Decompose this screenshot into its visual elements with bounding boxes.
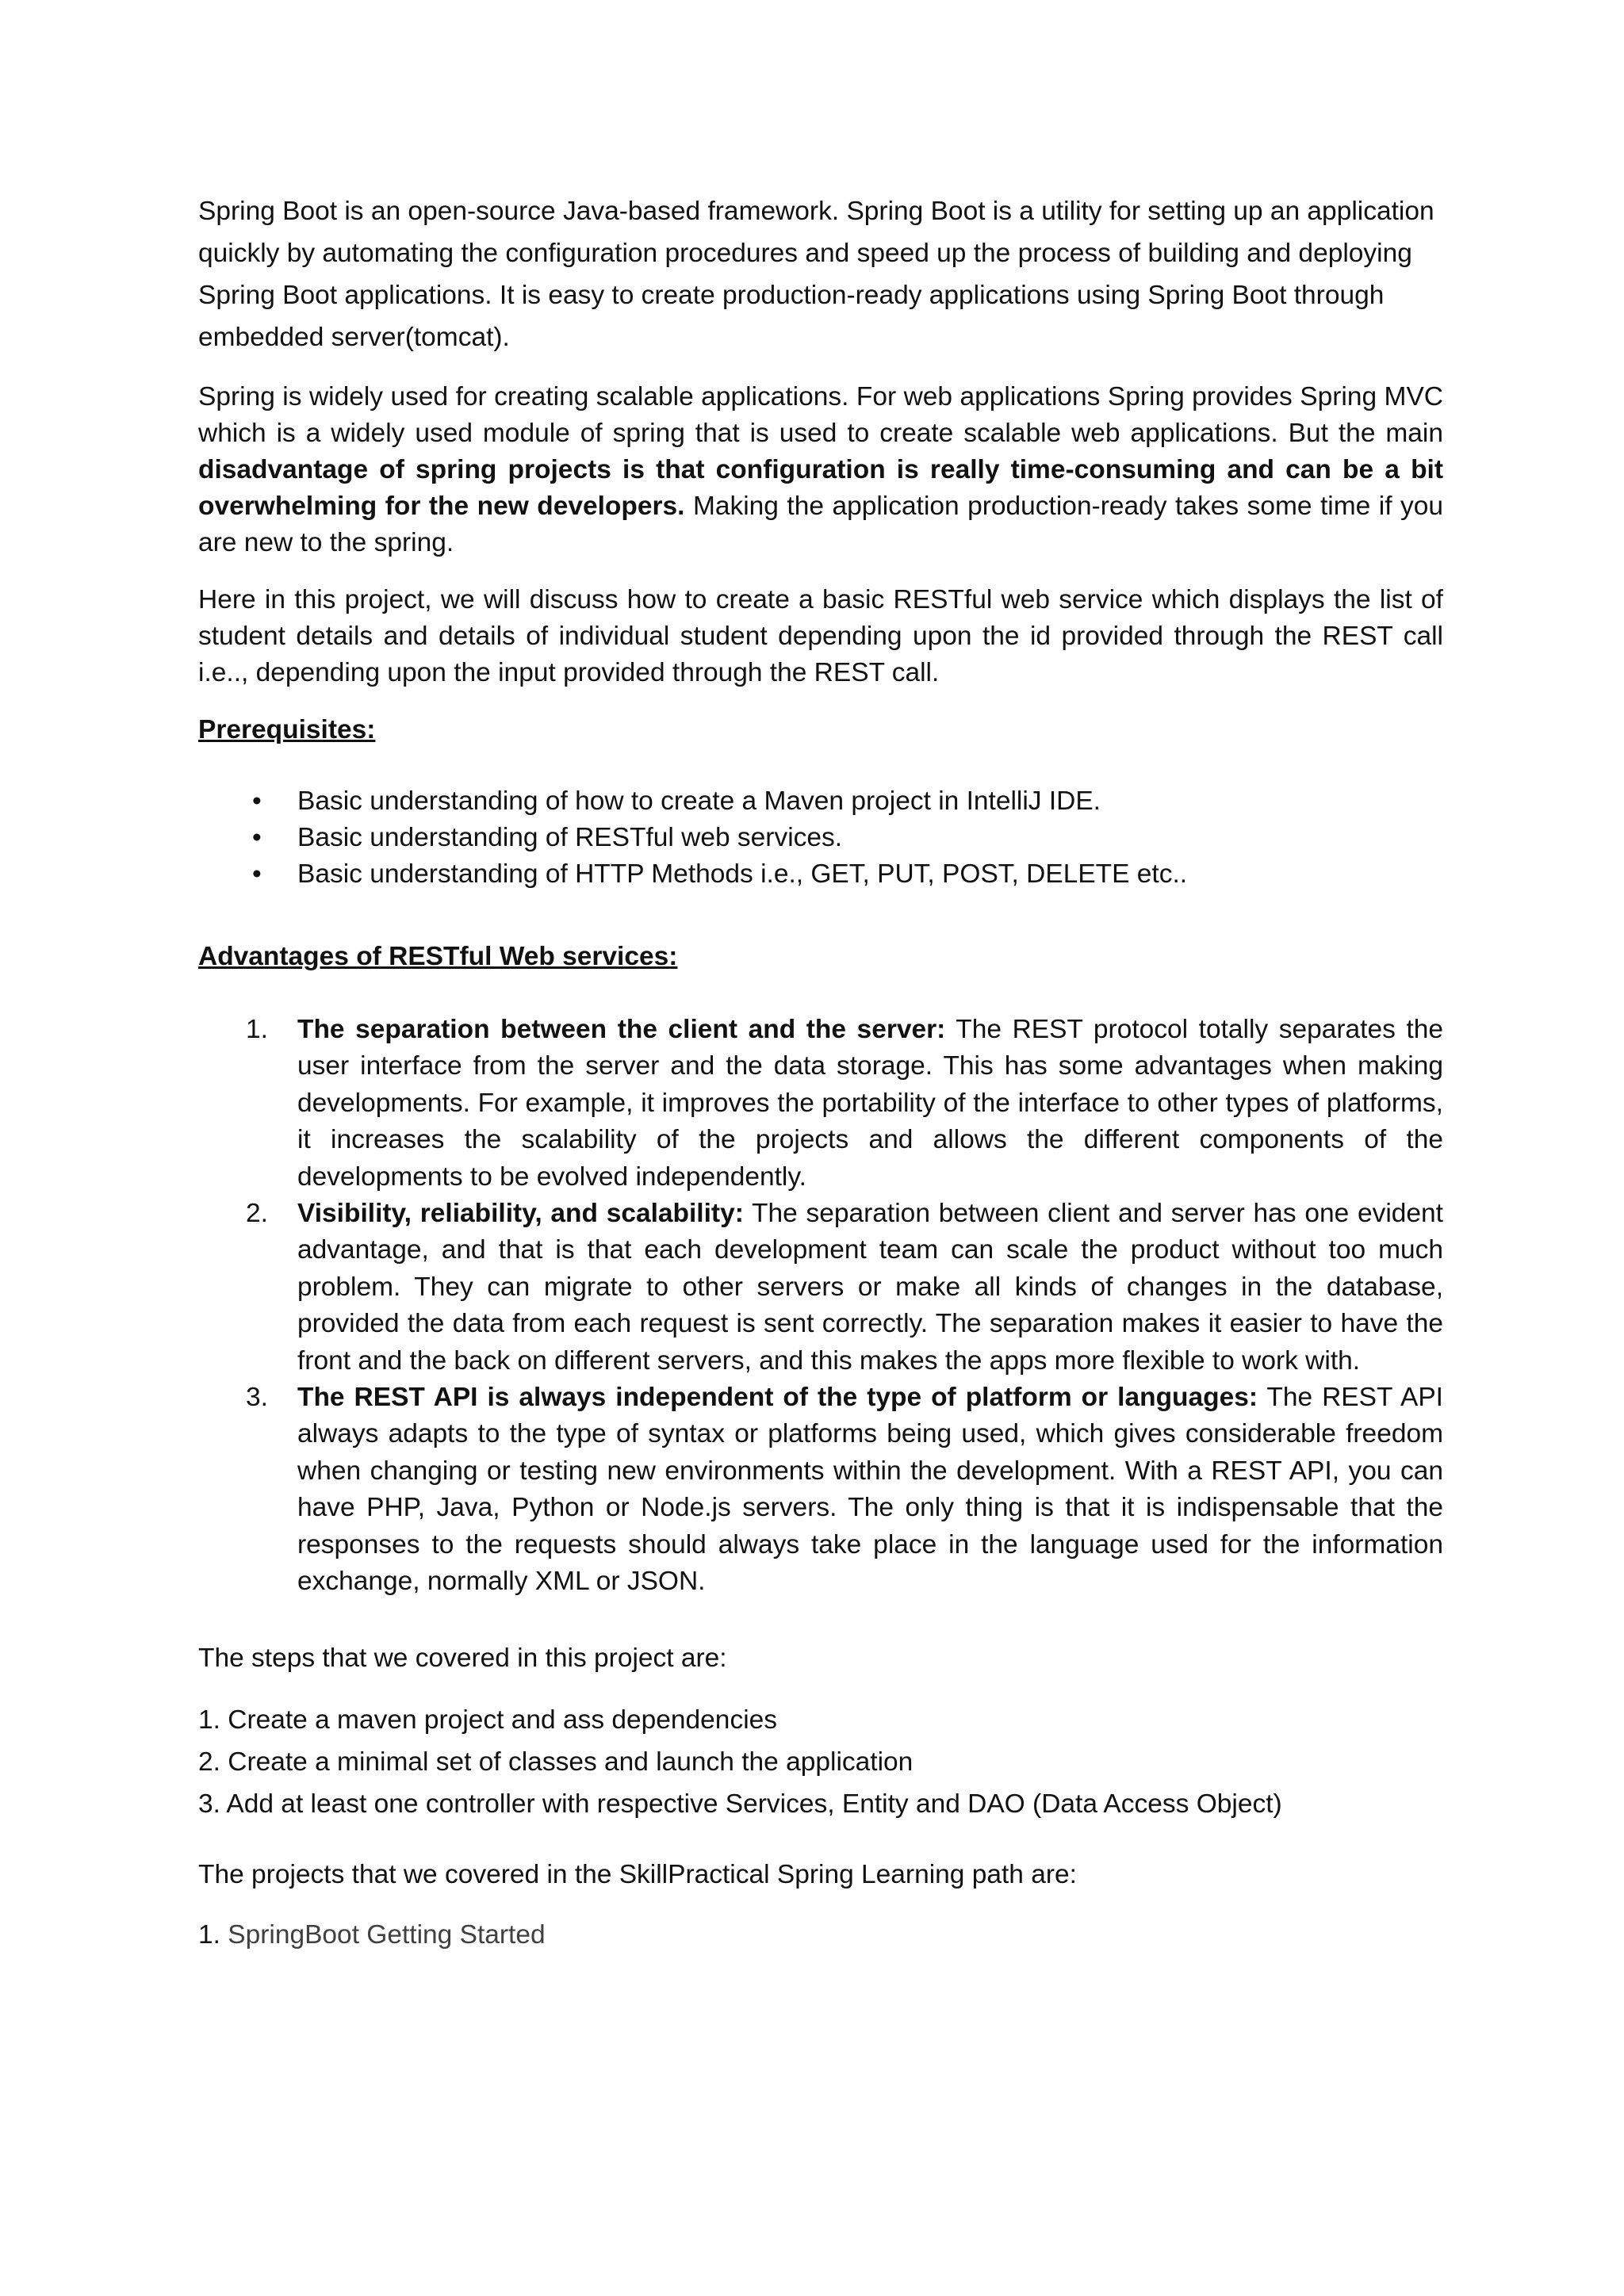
advantages-list: [198, 1012, 1443, 1601]
intro-paragraph-2-start: Spring is widely used for creating scalable applications. For web applications Spring provides Spring MVC which is a widely used module of spring that is used to create scalable web applications. But the main: [198, 382, 1443, 448]
list-item-text: The REST protocol totally separates the user interface from the server and the data storage. This has some advantages when making developments. For example, it improves the portability of the interface to other types of platforms, it increases the scalability of the projects and allows the different components of the developments to be evolved independently.: [297, 1015, 1443, 1192]
intro-paragraph-2: [198, 379, 1443, 561]
prerequisites-heading: Prerequisites:: [198, 715, 376, 744]
project-item: [198, 1917, 1443, 1954]
list-item-number: 3.: [246, 1383, 268, 1413]
list-item-title: Visibility, reliability, and scalability:: [297, 1199, 744, 1229]
intro-paragraph-2-end: Making the application production-ready takes some time if you are new to the spring.: [198, 492, 1443, 557]
list-item: [198, 820, 1443, 856]
list-item-text: The REST API always adapts to the type of syntax or platforms being used, which gives considerable freedom when changing or testing new environments within the development. With a REST API, you can have PHP, Java, Python or Node.js servers. The only thing is that it is indispensable that the responses to the requests should always take place in the language used for the information exchange, normally XML or JSON.: [297, 1383, 1443, 1597]
steps-intro: The steps that we covered in this project are:: [198, 1643, 727, 1673]
projects-intro: The projects that we covered in the SkillPractical Spring Learning path are:: [198, 1859, 1077, 1889]
list-item-number: 1.: [246, 1015, 268, 1044]
list-item: 2. Create a minimal set of classes and launch the application: [198, 1747, 914, 1777]
list-item: 3. Add at least one controller with respective Services, Entity and DAO (Data Access Object): [198, 1789, 1282, 1819]
project-item-number: 1.: [198, 1919, 228, 1950]
prerequisites-list: [198, 783, 1443, 893]
list-item: [198, 856, 1443, 893]
list-item: [198, 783, 1443, 820]
list-item-text: Basic understanding of how to create a Maven project in IntelliJ IDE.: [297, 786, 1101, 816]
document-page: [198, 190, 1443, 1954]
list-item-title: The separation between the client and the server:: [297, 1015, 946, 1044]
intro-paragraph-3: Here in this project, we will discuss how to create a basic RESTful web service which displays the list of student details and details of individual student depending upon the id provided through the REST call i.e.., depending upon the input provided through the REST call.: [198, 585, 1443, 687]
intro-paragraph-1: Spring Boot is an open-source Java-based framework. Spring Boot is a utility for setting up an application quickly by automating the configuration procedures and speed up the process of building and deploying Spring Boot applications. It is easy to create production-ready applications using Spring Boot through embedded server(tomcat).: [198, 197, 1434, 352]
list-item-text: The separation between client and server has one evident advantage, and that is that each development team can scale the product without too much problem. They can migrate to other servers or make all kinds of changes in the database, provided the data from each request is sent correctly. The separation makes it easier to have the front and the back on different servers, and this makes the apps more flexible to work with.: [297, 1199, 1443, 1376]
list-item: [198, 1196, 1443, 1380]
list-item: [198, 1012, 1443, 1196]
bullet-icon: •: [252, 859, 262, 889]
list-item-number: 2.: [246, 1199, 268, 1229]
list-item: [198, 1380, 1443, 1600]
list-item-text: Basic understanding of HTTP Methods i.e., GET, PUT, POST, DELETE etc..: [297, 859, 1188, 889]
list-item-text: Basic understanding of RESTful web services.: [297, 823, 843, 852]
bullet-icon: •: [252, 786, 262, 816]
steps-list: [198, 1699, 1443, 1825]
project-link[interactable]: SpringBoot Getting Started: [228, 1919, 546, 1950]
bullet-icon: •: [252, 823, 262, 852]
advantages-heading: Advantages of RESTful Web services:: [198, 942, 678, 971]
list-item: 1. Create a maven project and ass dependencies: [198, 1705, 778, 1735]
intro-paragraph-2-bold: disadvantage of spring projects is that configuration is really time-consuming and can be a bit overwhelming for the new developers.: [198, 455, 1443, 521]
list-item-title: The REST API is always independent of the type of platform or languages:: [297, 1383, 1258, 1413]
